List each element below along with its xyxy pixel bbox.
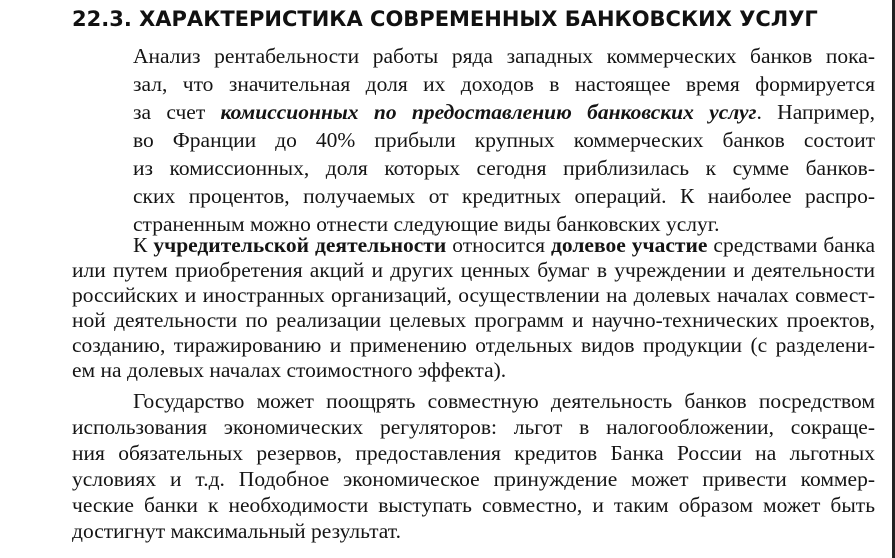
text-line: или путем приобретения акций и других ценных бумаг в учреждении и деятельности xyxy=(72,258,875,282)
text-line: ческие банки к необходимости выступать совместно, и таким образом может быть xyxy=(72,493,875,517)
section-heading: 22.3. ХАРАКТЕРИСТИКА СОВРЕМЕННЫХ БАНКОВСКИХ УСЛУГ xyxy=(72,7,818,31)
text-run: за счет xyxy=(133,100,221,124)
bold-term: долевое участие xyxy=(551,233,708,257)
text-line: страненным можно отнести следующие виды банковских услуг. xyxy=(133,212,720,236)
text-line: из комиссионных, доля которых сегодня приблизилась к сумме банков- xyxy=(133,156,875,180)
text-line xyxy=(133,233,875,257)
bold-term: учредительской деятельности xyxy=(153,233,447,257)
text-line xyxy=(133,100,875,124)
text-line: ной деятельности по реализации целевых программ и научно-технических проектов, xyxy=(72,308,875,332)
text-line: ем на долевых началах стоимостного эффекта). xyxy=(72,358,507,382)
text-line: ния обязательных резервов, предоставления кредитов Банка России на льготных xyxy=(72,441,875,465)
text-line: ских процентов, получаемых от кредитных операций. К наиболее распро- xyxy=(133,184,875,208)
text-line: Анализ рентабельности работы ряда западных коммерческих банков пока- xyxy=(133,44,875,68)
text-run: . Например, xyxy=(756,100,875,124)
text-line: во Франции до 40% прибыли крупных коммерческих банков состоит xyxy=(133,128,875,152)
text-line: условиях и т.д. Подобное экономическое принуждение может привести коммер- xyxy=(72,467,875,491)
text-line: использования экономических регуляторов: льгот в налогообложении, сокраще- xyxy=(72,415,875,439)
emphasized-term: комиссионных по предоставлению банковских услуг xyxy=(220,100,757,124)
text-line: Государство может поощрять совместную деятельность банков посредством xyxy=(133,389,875,413)
text-line: созданию, тиражированию и применению отдельных видов продукции (с разделени- xyxy=(72,333,875,357)
text-run: относится xyxy=(446,233,552,257)
text-line: российских и иностранных организаций, осуществлении на долевых началах совмест- xyxy=(72,283,875,307)
text-line: зал, что значительная доля их доходов в настоящее время формируется xyxy=(133,72,875,96)
text-run: средствами банка xyxy=(707,233,876,257)
text-line: достигнут максимальный результат. xyxy=(72,519,401,543)
text-run: К xyxy=(133,233,154,257)
